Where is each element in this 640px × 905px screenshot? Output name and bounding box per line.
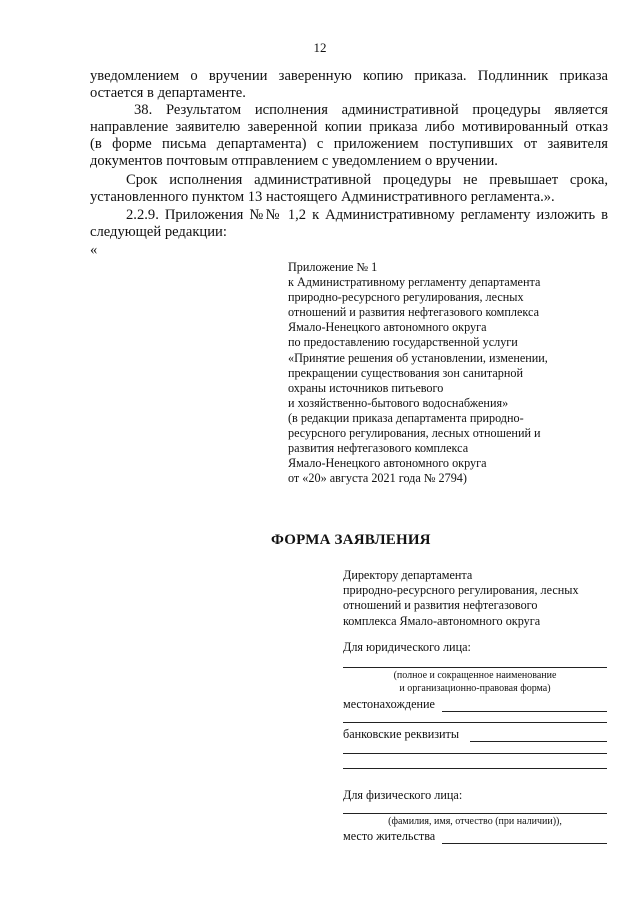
appendix-line: развития нефтегазового комплекса xyxy=(288,441,469,456)
appendix-line: от «20» августа 2021 года № 2794) xyxy=(288,471,467,486)
paragraph-line: 38. Результатом исполнения административной процедуры является xyxy=(134,102,608,118)
residence-line[interactable] xyxy=(442,843,607,844)
appendix-line: Приложение № 1 xyxy=(288,260,378,274)
individual-name-line[interactable] xyxy=(343,813,607,814)
appendix-header xyxy=(288,260,548,486)
location-label: местонахождение xyxy=(343,697,435,711)
addressee-line: отношений и развития нефтегазового xyxy=(343,598,538,613)
paragraph-line: остается в департаменте. xyxy=(90,85,246,101)
appendix-line: по предоставлению государственной услуги xyxy=(288,335,518,350)
paragraph-line: уведомлением о вручении заверенную копию приказа. Подлинник приказа xyxy=(90,68,608,84)
appendix-line: к Административному регламенту департамента xyxy=(288,275,541,290)
individual-note: (фамилия, имя, отчество (при наличии)), xyxy=(388,816,562,827)
legal-entity-note: и организационно-правовая форма) xyxy=(399,683,551,694)
legal-entity-name-line[interactable] xyxy=(343,667,607,668)
bank-details-line-3[interactable] xyxy=(343,768,607,769)
appendix-line: Ямало-Ненецкого автономного округа xyxy=(288,456,487,471)
paragraph-line: Срок исполнения административной процедуры не превышает срока, xyxy=(126,172,608,188)
location-line[interactable] xyxy=(442,711,607,712)
appendix-line: охраны источников питьевого xyxy=(288,380,444,395)
appendix-line: прекращении существования зон санитарной xyxy=(288,365,524,380)
addressee-block xyxy=(343,568,579,629)
paragraph-line: установленного пунктом 13 настоящего Административного регламента.». xyxy=(90,189,555,205)
appendix-line: ресурсного регулирования, лесных отношений и xyxy=(288,426,541,441)
appendix-line: Ямало-Ненецкого автономного округа xyxy=(288,320,487,335)
opening-quote: « xyxy=(90,242,98,258)
appendix-line: «Принятие решения об установлении, изменении, xyxy=(288,350,548,365)
legal-entity-label: Для юридического лица: xyxy=(343,640,471,654)
bank-details-line-2[interactable] xyxy=(343,753,607,754)
appendix-line: отношений и развития нефтегазового комплекса xyxy=(288,305,539,320)
location-line-2[interactable] xyxy=(343,722,607,723)
paragraph-line: 2.2.9. Приложения №№ 1,2 к Административному регламенту изложить в xyxy=(126,207,608,223)
appendix-line: (в редакции приказа департамента природно- xyxy=(288,410,524,425)
addressee-line: комплекса Ямало-автономного округа xyxy=(343,613,541,628)
paragraph-line: документов почтовым отправлением с уведомлением о вручении. xyxy=(90,153,498,169)
appendix-line: природно-ресурсного регулирования, лесных xyxy=(288,290,524,305)
residence-label: место жительства xyxy=(343,829,436,843)
bank-details-line[interactable] xyxy=(470,741,607,742)
page-number: 12 xyxy=(313,40,327,55)
form-title: ФОРМА ЗАЯВЛЕНИЯ xyxy=(271,532,431,548)
legal-entity-note: (полное и сокращенное наименование xyxy=(393,670,557,681)
addressee-line: Директору департамента xyxy=(343,568,473,582)
paragraph-line: направление заявителю заверенной копии приказа либо мотивированный отказ xyxy=(90,119,608,135)
paragraph-line: следующей редакции: xyxy=(90,224,227,240)
paragraph-line: (в форме письма департамента) с приложением поступивших от заявителя xyxy=(90,136,608,152)
appendix-line: и хозяйственно-бытового водоснабжения» xyxy=(288,395,509,410)
bank-details-label: банковские реквизиты xyxy=(343,727,460,741)
addressee-line: природно-ресурсного регулирования, лесных xyxy=(343,583,579,598)
individual-label: Для физического лица: xyxy=(343,788,463,802)
